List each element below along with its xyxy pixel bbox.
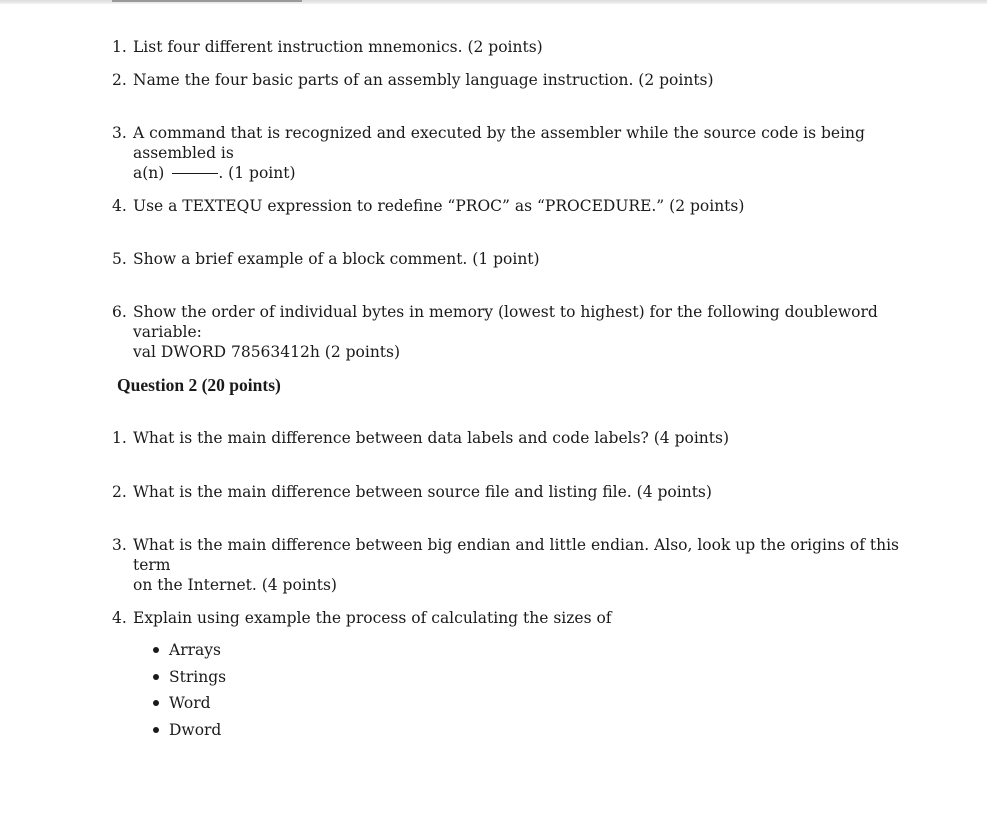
item-text: Name the four basic parts of an assembly language instruction. (2 points) [133, 71, 714, 89]
item-text-continuation [133, 163, 902, 183]
question-1-item-1 [112, 37, 902, 57]
list-item: Arrays [152, 640, 226, 667]
item-text-prefix: a(n) [133, 164, 165, 182]
question-1-item-3 [112, 123, 902, 183]
item-number: 1. [112, 429, 127, 447]
question-2-item-3 [112, 535, 902, 595]
bullet-icon [153, 674, 159, 680]
question-2-item-4 [112, 608, 902, 628]
item-text: Explain using example the process of calculating the sizes of [133, 609, 612, 627]
question-1-item-4 [112, 196, 902, 216]
item-number: 5. [112, 250, 127, 268]
item-text-suffix: . (1 point) [218, 164, 296, 182]
item-number: 6. [112, 303, 127, 321]
item-text: What is the main difference between data labels and code labels? (4 points) [133, 429, 730, 447]
item-text: A command that is recognized and executed by the assembler while the source code is being assembled is [133, 124, 865, 162]
list-item: Dword [152, 720, 226, 747]
bullet-icon [153, 700, 159, 706]
item-number: 2. [112, 483, 127, 501]
list-item: Strings [152, 667, 226, 694]
question-2-item-1 [112, 428, 902, 448]
item-number: 4. [112, 197, 127, 215]
bullet-icon [153, 647, 159, 653]
item-text: What is the main difference between big endian and little endian. Also, look up the origins of this term [133, 536, 899, 574]
item-text: Show the order of individual bytes in memory (lowest to highest) for the following doubleword variable: [133, 303, 878, 341]
item-text-continuation: on the Internet. (4 points) [133, 576, 337, 594]
fill-in-blank [172, 173, 218, 174]
item-text: List four different instruction mnemonics. (2 points) [133, 38, 543, 56]
item-text-continuation: val DWORD 78563412h (2 points) [133, 343, 401, 361]
item-number: 3. [112, 536, 127, 554]
question-1-item-6 [112, 302, 902, 362]
section-heading: Question 2 (20 points) [117, 375, 281, 395]
list-item: Word [152, 693, 226, 720]
size-topics-list [152, 640, 226, 746]
bullet-icon [153, 727, 159, 733]
page-top-edge [0, 0, 987, 4]
question-2-item-2 [112, 482, 902, 502]
item-text: What is the main difference between source file and listing file. (4 points) [133, 483, 712, 501]
item-text: Use a TEXTEQU expression to redefine “PROC” as “PROCEDURE.” (2 points) [133, 197, 745, 215]
item-number: 2. [112, 71, 127, 89]
question-1-item-2 [112, 70, 902, 90]
item-number: 4. [112, 609, 127, 627]
item-number: 1. [112, 38, 127, 56]
item-text: Show a brief example of a block comment. (1 point) [133, 250, 540, 268]
question-1-item-5 [112, 249, 902, 269]
item-number: 3. [112, 124, 127, 142]
